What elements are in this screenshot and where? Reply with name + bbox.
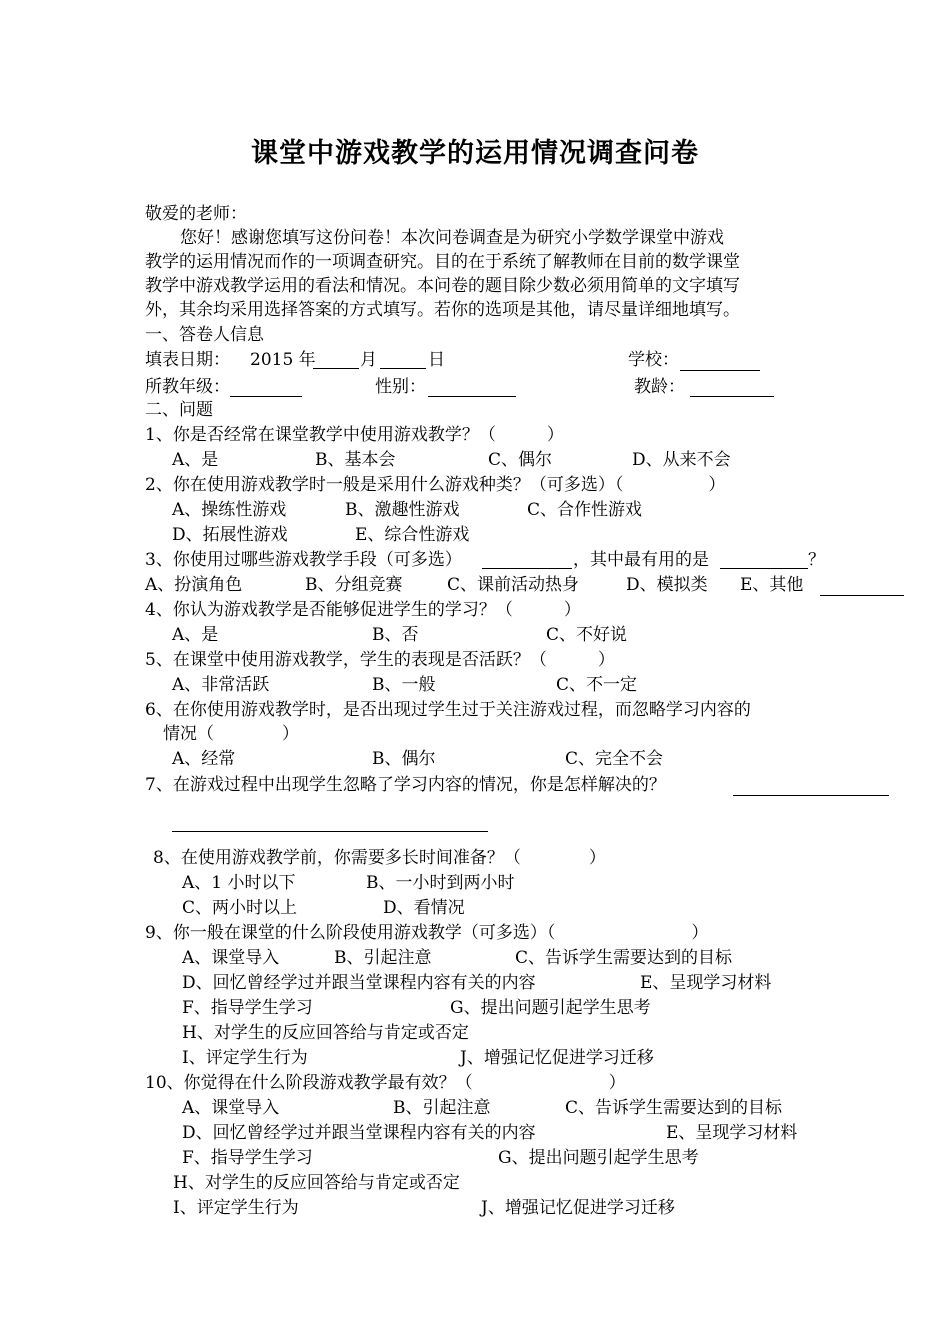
q2-option-b[interactable]: B、激趣性游戏 [345, 500, 460, 520]
q10-option-i[interactable]: I、评定学生行为 [173, 1198, 299, 1218]
q9-option-c[interactable]: C、告诉学生需要达到的目标 [515, 948, 733, 968]
q9-option-g[interactable]: G、提出问题引起学生思考 [450, 998, 651, 1018]
q3-option-d[interactable]: D、模拟类 [626, 575, 708, 595]
month-label: 月 [360, 350, 377, 370]
gender-label: 性别： [375, 377, 426, 397]
q7-answer-blank-1[interactable] [733, 795, 889, 796]
q3-text-b: ，其中最有用的是 [573, 550, 709, 570]
q2-option-a[interactable]: A、操练性游戏 [172, 500, 287, 520]
teaching-age-label: 教龄： [634, 377, 685, 397]
q6-text-2: 情况（ ） [163, 724, 299, 744]
q9-option-j[interactable]: J、增强记忆促进学习迁移 [460, 1048, 654, 1068]
q4-text: 4、你认为游戏教学是否能够促进学生的学习？（ ） [145, 600, 581, 620]
q4-option-a[interactable]: A、是 [172, 625, 219, 645]
q3-option-c[interactable]: C、课前活动热身 [447, 575, 580, 595]
q5-option-b[interactable]: B、一般 [372, 675, 436, 695]
q10-option-c[interactable]: C、告诉学生需要达到的目标 [565, 1098, 783, 1118]
q10-option-b[interactable]: B、引起注意 [393, 1098, 491, 1118]
q1-text: 1、你是否经常在课堂教学中使用游戏教学？（ ） [145, 425, 564, 445]
page-title: 课堂中游戏教学的运用情况调查问卷 [251, 138, 699, 169]
greeting: 敬爱的老师： [145, 204, 247, 224]
month-blank[interactable] [313, 368, 359, 369]
q2-option-d[interactable]: D、拓展性游戏 [172, 525, 288, 545]
q5-option-c[interactable]: C、不一定 [556, 675, 638, 695]
q10-option-f[interactable]: F、指导学生学习 [182, 1148, 313, 1168]
q7-text: 7、在游戏过程中出现学生忽略了学习内容的情况，你是怎样解决的？ [145, 775, 666, 795]
q3-blank-1[interactable] [482, 568, 572, 569]
q6-option-a[interactable]: A、经常 [172, 749, 236, 769]
grade-label: 所教年级： [145, 377, 230, 397]
day-blank[interactable] [380, 368, 426, 369]
intro-line-3: 教学中游戏教学运用的看法和情况。本问卷的题目除少数必须用简单的文字填写 [145, 276, 740, 296]
q9-option-h[interactable]: H、对学生的反应回答给与肯定或否定 [182, 1023, 469, 1043]
q8-option-b[interactable]: B、一小时到两小时 [366, 873, 515, 893]
q10-option-j[interactable]: J、增强记忆促进学习迁移 [481, 1198, 675, 1218]
q10-option-g[interactable]: G、提出问题引起学生思考 [498, 1148, 699, 1168]
q4-option-b[interactable]: B、否 [372, 625, 419, 645]
q8-option-c[interactable]: C、两小时以上 [182, 898, 298, 918]
q10-option-e[interactable]: E、呈现学习材料 [666, 1123, 798, 1143]
section-questions: 二、问题 [145, 400, 213, 420]
grade-blank[interactable] [230, 396, 302, 397]
q1-option-c[interactable]: C、偶尔 [488, 450, 553, 470]
intro-line-1: 您好！感谢您填写这份问卷！本次问卷调查是为研究小学数学课堂中游戏 [180, 228, 724, 248]
q9-option-e[interactable]: E、呈现学习材料 [640, 973, 772, 993]
q3-text-a: 3、你使用过哪些游戏教学手段（可多选） [145, 550, 462, 570]
q5-option-a[interactable]: A、非常活跃 [172, 675, 270, 695]
q3-option-a[interactable]: A、扮演角色 [145, 575, 243, 595]
q1-option-b[interactable]: B、基本会 [315, 450, 396, 470]
day-label: 日 [428, 350, 445, 370]
q9-option-i[interactable]: I、评定学生行为 [182, 1048, 308, 1068]
q3-text-c: ？ [808, 550, 825, 570]
q9-option-f[interactable]: F、指导学生学习 [182, 998, 313, 1018]
q3-other-blank[interactable] [820, 595, 904, 596]
q8-option-a[interactable]: A、1 小时以下 [182, 873, 296, 893]
teaching-age-blank[interactable] [690, 396, 774, 397]
q2-text: 2、你在使用游戏教学时一般是采用什么游戏种类？（可多选）（ ） [145, 475, 726, 495]
q10-option-a[interactable]: A、课堂导入 [182, 1098, 280, 1118]
q4-option-c[interactable]: C、不好说 [546, 625, 628, 645]
q3-option-b[interactable]: B、分组竞赛 [305, 575, 403, 595]
q8-text: 8、在使用游戏教学前，你需要多长时间准备？（ ） [153, 848, 606, 868]
q8-option-d[interactable]: D、看情况 [383, 898, 465, 918]
date-label: 填表日期： [145, 350, 230, 370]
q6-text: 6、在你使用游戏教学时，是否出现过学生过于关注游戏过程，而忽略学习内容的 [145, 700, 751, 720]
q9-text: 9、你一般在课堂的什么阶段使用游戏教学（可多选）（ ） [145, 923, 709, 943]
q9-option-d[interactable]: D、回忆曾经学过并跟当堂课程内容有关的内容 [182, 973, 536, 993]
q7-answer-blank-2[interactable] [172, 831, 488, 832]
q6-option-b[interactable]: B、偶尔 [372, 749, 436, 769]
q5-text: 5、在课堂中使用游戏教学，学生的表现是否活跃？（ ） [145, 650, 615, 670]
q9-option-b[interactable]: B、引起注意 [334, 948, 432, 968]
q3-option-e[interactable]: E、其他 [740, 575, 804, 595]
q3-blank-2[interactable] [720, 568, 808, 569]
gender-blank[interactable] [428, 396, 516, 397]
school-blank[interactable] [680, 370, 760, 371]
q10-option-h[interactable]: H、对学生的反应回答给与肯定或否定 [173, 1173, 460, 1193]
intro-line-4: 外，其余均采用选择答案的方式填写。若你的选项是其他，请尽量详细地填写。 [145, 300, 740, 320]
q2-option-c[interactable]: C、合作性游戏 [527, 500, 643, 520]
section-respondent-info: 一、答卷人信息 [145, 325, 264, 345]
q1-option-d[interactable]: D、从来不会 [632, 450, 731, 470]
year-label: 2015 年 [250, 350, 316, 370]
q10-option-d[interactable]: D、回忆曾经学过并跟当堂课程内容有关的内容 [182, 1123, 536, 1143]
q6-option-c[interactable]: C、完全不会 [565, 749, 664, 769]
intro-line-2: 教学的运用情况而作的一项调查研究。目的在于系统了解教师在目前的数学课堂 [145, 252, 740, 272]
q1-option-a[interactable]: A、是 [172, 450, 219, 470]
q2-option-e[interactable]: E、综合性游戏 [355, 525, 470, 545]
q9-option-a[interactable]: A、课堂导入 [182, 948, 280, 968]
school-label: 学校： [628, 350, 679, 370]
q10-text: 10、你觉得在什么阶段游戏教学最有效？（ ） [145, 1073, 626, 1093]
